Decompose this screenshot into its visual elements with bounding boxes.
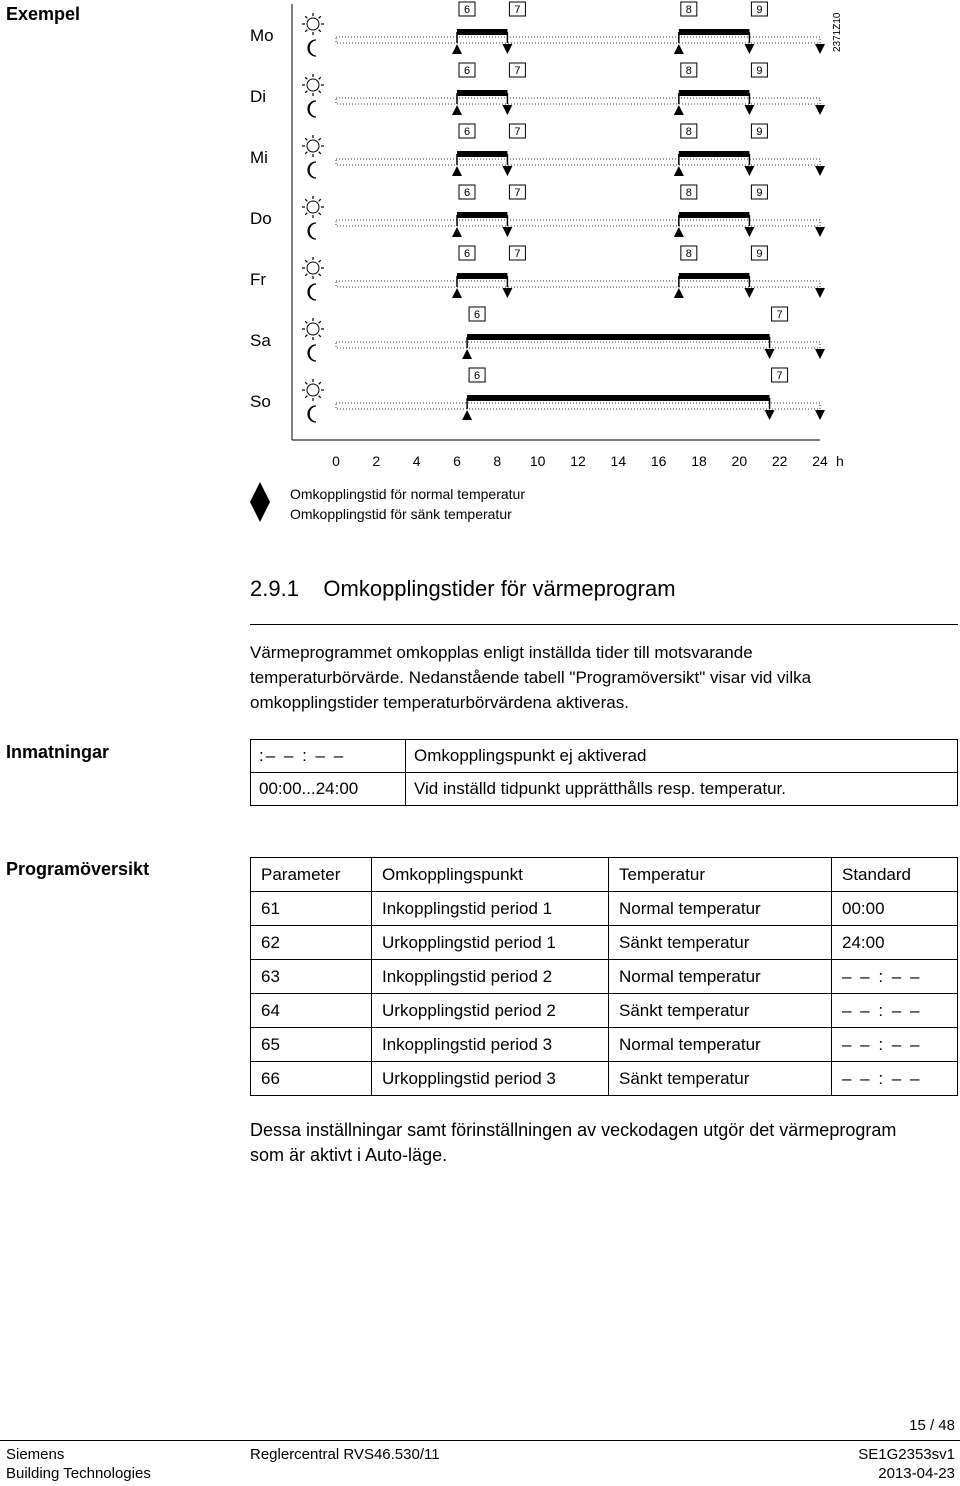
day-row xyxy=(250,246,825,300)
inputs-label: Inmatningar xyxy=(6,742,110,762)
day-label: Do xyxy=(250,209,272,228)
period-label: 9 xyxy=(756,127,763,139)
normal-period-bar xyxy=(679,212,750,218)
footer-company: Siemens xyxy=(6,1446,65,1463)
sun-ray xyxy=(305,396,307,398)
day-row xyxy=(250,63,825,117)
sun-ray xyxy=(319,213,321,215)
reduced-band xyxy=(336,281,820,287)
reduced-switch-marker xyxy=(765,410,775,420)
period-label: 6 xyxy=(463,127,471,139)
input-description: Vid inställd tidpunkt upprätthålls resp. temperatur. xyxy=(406,773,958,806)
moon-icon xyxy=(308,345,316,361)
period-label: 9 xyxy=(756,249,763,261)
reduced-band xyxy=(336,159,820,165)
sun-icon xyxy=(307,262,319,274)
sun-ray xyxy=(319,199,321,201)
period-label: 8 xyxy=(685,66,693,78)
reduced-switch-marker xyxy=(744,288,754,298)
day-end-marker xyxy=(815,227,825,237)
sun-ray xyxy=(319,335,321,337)
column-header: Temperatur xyxy=(609,858,832,892)
moon-icon xyxy=(308,223,316,239)
sun-icon xyxy=(307,140,319,152)
table-cell: Inkopplingstid period 2 xyxy=(372,960,609,994)
sun-ray xyxy=(319,396,321,398)
table-cell: 62 xyxy=(251,926,372,960)
normal-switch-marker xyxy=(452,288,462,298)
day-end-marker xyxy=(815,166,825,176)
heading-rule xyxy=(250,624,958,625)
reduced-switch-marker xyxy=(502,44,512,54)
period-label: 9 xyxy=(756,5,763,17)
moon-icon xyxy=(308,162,316,178)
input-value: 00:00...24:00 xyxy=(251,773,406,806)
period-label: 7 xyxy=(776,371,783,383)
table-cell: Sänkt temperatur xyxy=(609,926,832,960)
reduced-switch-marker xyxy=(744,44,754,54)
table-cell: – – : – – xyxy=(832,1062,958,1096)
reduced-switch-marker xyxy=(765,349,775,359)
time-switch-diagram xyxy=(0,0,960,540)
sun-icon xyxy=(307,201,319,213)
hour-tick-label: 18 xyxy=(691,453,707,469)
normal-switch-marker xyxy=(462,349,472,359)
sun-ray xyxy=(305,30,307,32)
sun-ray xyxy=(305,260,307,262)
day-label: So xyxy=(250,392,271,411)
footer-doc-id: SE1G2353sv1 xyxy=(858,1446,955,1463)
day-end-marker xyxy=(815,288,825,298)
moon-icon xyxy=(308,284,316,300)
hour-tick-label: 0 xyxy=(332,453,340,469)
reduced-band xyxy=(336,342,820,348)
hour-tick-label: 14 xyxy=(610,453,627,469)
column-header: Standard xyxy=(832,858,958,892)
table-cell: Sänkt temperatur xyxy=(609,1062,832,1096)
period-label: 8 xyxy=(685,5,693,17)
sun-ray xyxy=(305,274,307,276)
reduced-switch-marker xyxy=(744,105,754,115)
sun-ray xyxy=(305,213,307,215)
reduced-band xyxy=(336,220,820,226)
normal-period-bar xyxy=(679,29,750,35)
heading-title: Omkopplingstider för värmeprogram xyxy=(323,576,676,601)
day-row xyxy=(250,185,825,239)
hour-unit-label: h xyxy=(836,453,844,469)
legend-up-arrow-icon xyxy=(250,482,270,502)
day-label: Di xyxy=(250,87,267,106)
legend-normal-label: Omkopplingstid för normal temperatur xyxy=(290,486,525,502)
intro-line: Värmeprogrammet omkopplas enligt inställda tider till motsvarande xyxy=(250,643,753,662)
day-label: Fr xyxy=(250,270,267,289)
normal-switch-marker xyxy=(452,44,462,54)
day-label: Mo xyxy=(250,26,274,45)
table-cell: Normal temperatur xyxy=(609,1028,832,1062)
legend-down-arrow-icon xyxy=(250,502,270,522)
normal-period-bar xyxy=(679,273,750,279)
table-cell: – – : – – xyxy=(832,960,958,994)
table-row xyxy=(251,926,958,960)
column-header: Omkopplingspunkt xyxy=(372,858,609,892)
normal-switch-marker xyxy=(462,410,472,420)
inputs-table xyxy=(250,739,958,806)
period-label: 8 xyxy=(685,127,693,139)
legend-reduced-label: Omkopplingstid för sänk temperatur xyxy=(290,506,512,522)
hour-tick-label: 8 xyxy=(493,453,502,469)
period-label: 6 xyxy=(463,66,471,78)
sun-icon xyxy=(307,323,319,335)
normal-period-bar xyxy=(679,90,750,96)
page-number: 15 / 48 xyxy=(909,1417,955,1434)
sun-ray xyxy=(305,16,307,18)
input-description: Omkopplingspunkt ej aktiverad xyxy=(406,740,958,773)
period-label: 6 xyxy=(463,5,471,17)
reduced-switch-marker xyxy=(502,227,512,237)
table-row xyxy=(251,1028,958,1062)
sun-ray xyxy=(305,77,307,79)
table-row xyxy=(251,994,958,1028)
day-label: Sa xyxy=(250,331,271,350)
normal-period-bar xyxy=(467,334,770,340)
table-cell: Urkopplingstid period 1 xyxy=(372,926,609,960)
normal-switch-marker xyxy=(452,105,462,115)
reduced-switch-marker xyxy=(502,288,512,298)
hour-tick-label: 16 xyxy=(650,453,667,469)
column-header: Parameter xyxy=(251,858,372,892)
footer-date: 2013-04-23 xyxy=(878,1465,955,1482)
table-cell: 24:00 xyxy=(832,926,958,960)
sun-ray xyxy=(305,335,307,337)
hour-tick-label: 4 xyxy=(412,453,421,469)
reduced-switch-marker xyxy=(502,105,512,115)
normal-period-bar xyxy=(679,151,750,157)
period-label: 7 xyxy=(514,127,521,139)
sun-ray xyxy=(319,30,321,32)
sun-icon xyxy=(307,79,319,91)
sun-ray xyxy=(319,152,321,154)
period-label: 8 xyxy=(685,249,693,261)
table-row xyxy=(251,960,958,994)
day-end-marker xyxy=(815,44,825,54)
closing-line: Dessa inställningar samt förinställningen av veckodagen utgör det värmeprogram xyxy=(250,1120,897,1140)
table-cell: Inkopplingstid period 3 xyxy=(372,1028,609,1062)
intro-line: omkopplingstider temperaturbörvärdena aktiveras. xyxy=(250,693,629,712)
normal-period-bar xyxy=(457,151,507,157)
sun-ray xyxy=(305,321,307,323)
period-label: 7 xyxy=(514,249,521,261)
table-cell: – – : – – xyxy=(832,994,958,1028)
intro-text xyxy=(250,640,950,715)
sun-ray xyxy=(319,91,321,93)
reduced-band xyxy=(336,98,820,104)
period-label: 7 xyxy=(514,188,521,200)
sun-ray xyxy=(319,274,321,276)
table-cell: Sänkt temperatur xyxy=(609,994,832,1028)
footer-rule xyxy=(0,1440,960,1441)
program-overview-table xyxy=(250,857,958,1096)
day-end-marker xyxy=(815,349,825,359)
period-label: 7 xyxy=(776,310,783,322)
sun-icon xyxy=(307,384,319,396)
normal-period-bar xyxy=(457,29,507,35)
intro-line: temperaturbörvärde. Nedanstående tabell "Programöversikt" visar vid vilka xyxy=(250,668,812,687)
day-row xyxy=(250,2,825,56)
reduced-band xyxy=(336,37,820,43)
normal-switch-marker xyxy=(452,227,462,237)
closing-line: som är aktivt i Auto-läge. xyxy=(250,1145,448,1165)
reduced-switch-marker xyxy=(744,166,754,176)
heading xyxy=(250,576,676,602)
sun-ray xyxy=(319,260,321,262)
reduced-switch-marker xyxy=(502,166,512,176)
table-cell: 61 xyxy=(251,892,372,926)
day-end-marker xyxy=(815,105,825,115)
reduced-band xyxy=(336,403,820,409)
sun-ray xyxy=(305,138,307,140)
table-cell: Normal temperatur xyxy=(609,960,832,994)
sun-ray xyxy=(319,77,321,79)
table-row xyxy=(251,1062,958,1096)
hour-tick-label: 10 xyxy=(529,453,546,469)
period-label: 7 xyxy=(514,66,521,78)
moon-icon xyxy=(308,40,316,56)
table-cell: 00:00 xyxy=(832,892,958,926)
day-label: Mi xyxy=(250,148,268,167)
table-cell: 64 xyxy=(251,994,372,1028)
hour-tick-label: 20 xyxy=(731,453,748,469)
table-cell: Normal temperatur xyxy=(609,892,832,926)
program-overview-label: Programöversikt xyxy=(6,859,150,879)
sun-ray xyxy=(319,16,321,18)
sun-ray xyxy=(305,199,307,201)
heading-number: 2.9.1 xyxy=(250,576,299,601)
sun-ray xyxy=(319,321,321,323)
hour-tick-label: 6 xyxy=(453,453,461,469)
day-row xyxy=(250,307,825,361)
hour-tick-label: 12 xyxy=(570,453,586,469)
footer-product: Reglercentral RVS46.530/11 xyxy=(250,1446,440,1463)
normal-switch-marker xyxy=(674,288,684,298)
period-label: 6 xyxy=(463,188,471,200)
moon-icon xyxy=(308,101,316,117)
moon-icon xyxy=(308,406,316,422)
normal-period-bar xyxy=(457,90,507,96)
normal-period-bar xyxy=(467,395,770,401)
sun-icon xyxy=(307,18,319,30)
normal-switch-marker xyxy=(452,166,462,176)
period-label: 7 xyxy=(514,5,521,17)
sun-ray xyxy=(305,91,307,93)
normal-switch-marker xyxy=(674,227,684,237)
table-cell: 66 xyxy=(251,1062,372,1096)
table-row xyxy=(251,892,958,926)
table-row xyxy=(251,740,958,773)
section-label: Exempel xyxy=(6,4,81,24)
period-label: 9 xyxy=(756,66,763,78)
day-end-marker xyxy=(815,410,825,420)
sun-ray xyxy=(319,138,321,140)
table-header-row xyxy=(251,858,958,892)
period-label: 6 xyxy=(463,249,471,261)
normal-switch-marker xyxy=(674,44,684,54)
hour-tick-label: 22 xyxy=(771,453,788,469)
hour-tick-label: 24 xyxy=(812,453,828,469)
footer-division: Building Technologies xyxy=(6,1465,151,1482)
normal-switch-marker xyxy=(674,105,684,115)
table-cell: 63 xyxy=(251,960,372,994)
normal-switch-marker xyxy=(674,166,684,176)
period-label: 9 xyxy=(756,188,763,200)
period-label: 6 xyxy=(473,371,481,383)
period-label: 6 xyxy=(473,310,481,322)
table-cell: Inkopplingstid period 1 xyxy=(372,892,609,926)
sun-ray xyxy=(305,382,307,384)
sun-ray xyxy=(305,152,307,154)
table-row xyxy=(251,773,958,806)
figure-code: 2371Z10 xyxy=(832,12,843,52)
period-label: 8 xyxy=(685,188,693,200)
table-cell: 65 xyxy=(251,1028,372,1062)
sun-ray xyxy=(319,382,321,384)
normal-period-bar xyxy=(457,273,507,279)
input-value: :– – : – – xyxy=(251,740,406,773)
reduced-switch-marker xyxy=(744,227,754,237)
closing-text xyxy=(250,1118,950,1168)
table-cell: Urkopplingstid period 3 xyxy=(372,1062,609,1096)
hour-tick-label: 2 xyxy=(372,453,381,469)
normal-period-bar xyxy=(457,212,507,218)
day-row xyxy=(250,124,825,178)
table-cell: Urkopplingstid period 2 xyxy=(372,994,609,1028)
table-cell: – – : – – xyxy=(832,1028,958,1062)
day-row xyxy=(250,368,825,422)
